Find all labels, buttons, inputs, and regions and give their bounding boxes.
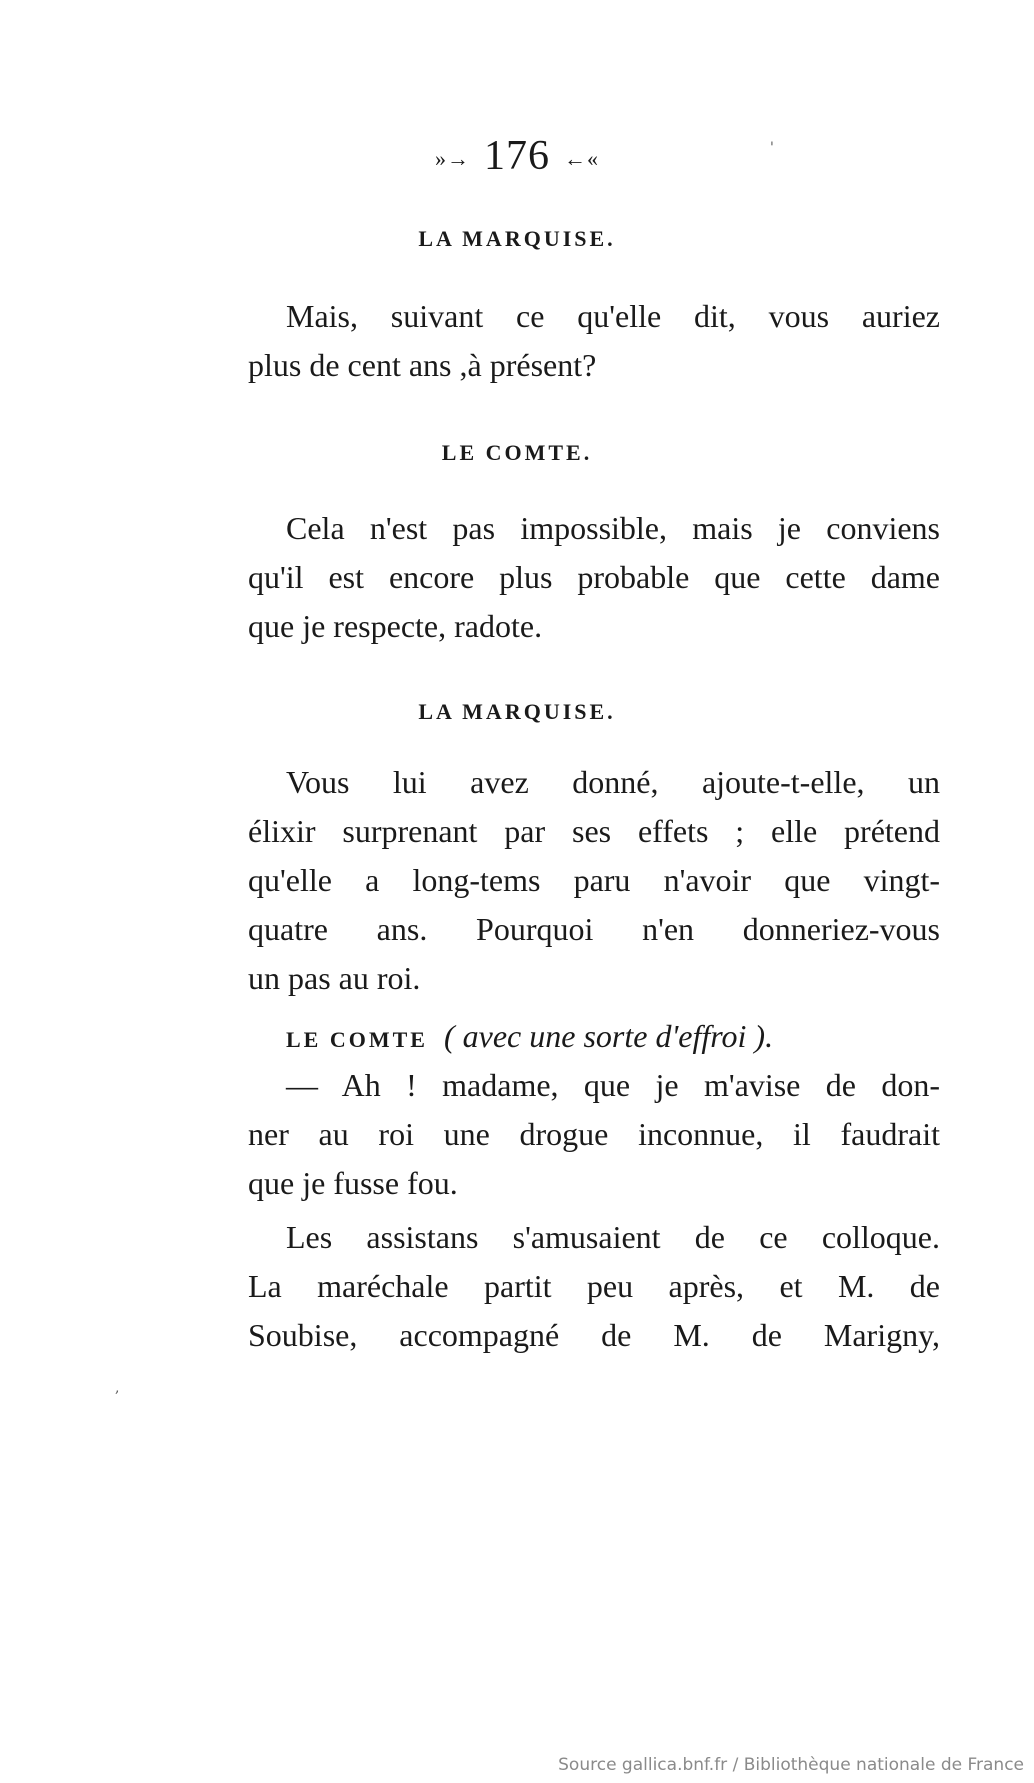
paragraph (248, 292, 940, 390)
page-number: 176 (484, 133, 550, 179)
text-line: Cela n'est pas impossible, mais je conviens (286, 510, 940, 546)
text-line: qu'il est encore plus probable que cette dame (248, 559, 940, 595)
text-line: qu'elle a long-tems paru n'avoir que vingt- (248, 862, 940, 898)
text-line: Vous lui avez donné, ajoute-t-elle, un (286, 764, 940, 800)
text-line: un pas au roi. (248, 960, 421, 996)
text-line: quatre ans. Pourquoi n'en donneriez-vous (248, 911, 940, 947)
stage-speaker: LE COMTE (286, 1027, 428, 1052)
left-ornament: »→ (435, 146, 470, 172)
right-ornament: ←« (564, 146, 599, 172)
text-line: Les assistans s'amusaient de ce colloque. (286, 1219, 940, 1255)
page-header (0, 132, 1034, 180)
paragraph (248, 504, 940, 651)
speaker-heading: LA MARQUISE. (418, 699, 616, 724)
text-line: que je respecte, radote. (248, 608, 543, 644)
source-footer: Source gallica.bnf.fr / Bibliothèque nationale de France (558, 1755, 1024, 1775)
text-line: que je fusse fou. (248, 1165, 458, 1201)
text-line: plus de cent ans ,à présent? (248, 347, 597, 383)
text-line: La maréchale partit peu après, et M. de (248, 1268, 940, 1304)
paragraph (248, 758, 940, 1003)
paragraph (248, 1213, 940, 1360)
text-line: Mais, suivant ce qu'elle dit, vous auriez (286, 298, 940, 334)
scan-speck: , (115, 1380, 120, 1396)
speaker-heading: LA MARQUISE. (418, 226, 616, 251)
speaker-heading: LE COMTE. (441, 440, 593, 465)
paragraph (248, 1061, 940, 1208)
stage-line (248, 1012, 940, 1064)
text-line: — Ah ! madame, que je m'avise de don- (286, 1067, 940, 1103)
text-line: ner au roi une drogue inconnue, il faudrait (248, 1116, 940, 1152)
stage-direction (248, 1012, 940, 1064)
stage-direction-text: ( avec une sorte d'effroi ). (443, 1018, 774, 1054)
text-line: élixir surprenant par ses effets ; elle prétend (248, 813, 940, 849)
scan-speck: ' (770, 140, 774, 156)
text-line: Soubise, accompagné de M. de Marigny, (248, 1317, 940, 1353)
